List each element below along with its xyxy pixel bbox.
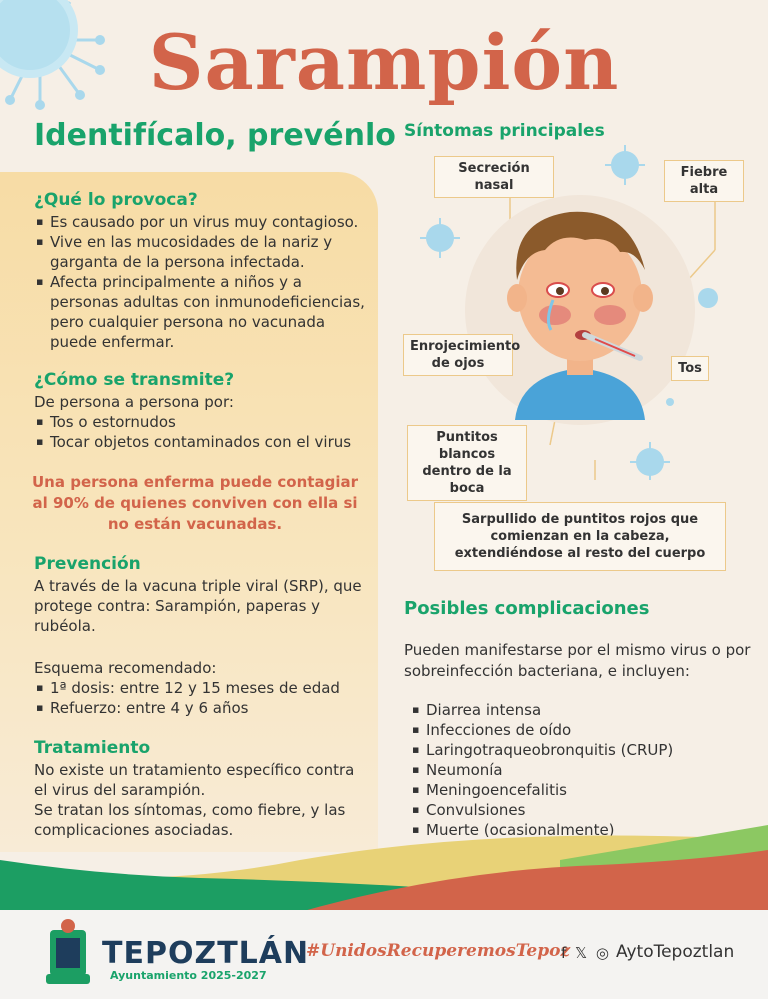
social-handle[interactable]: AytoTepoztlan [616,942,735,962]
prevencion-heading: Prevención [34,554,141,574]
esquema-label: Esquema recomendado: [34,659,217,677]
list-item: ▪ Tos o estornudos [34,412,369,432]
list-item: ▪ Muerte (ocasionalmente) [410,820,673,840]
provoca-heading: ¿Qué lo provoca? [34,190,198,210]
list-item: ▪ Refuerzo: entre 4 y 6 años [34,698,369,718]
symptom-label-nasal: Secreción nasal [434,156,554,198]
esquema-list [34,678,369,718]
symptom-label-tos: Tos [671,356,709,381]
tratamiento-heading: Tratamiento [34,738,151,758]
list-item: ▪ Tocar objetos contaminados con el virus [34,432,369,452]
symptom-label-ojos: Enrojecimiento de ojos [403,334,513,376]
list-item: ▪ Afecta principalmente a niños y a personas adultas con inmunodeficiencias, pero cualquier persona no vacunada puede enfermar. [34,272,369,352]
municipal-emblem-icon [42,918,94,988]
page-title: Sarampión [148,18,620,107]
sintomas-heading: Síntomas principales [404,121,605,141]
decorative-hills [0,820,768,912]
list-item: ▪ Infecciones de oído [410,720,673,740]
symptom-label-fiebre: Fiebre alta [664,160,744,202]
list-item: ▪ Neumonía [410,760,673,780]
hashtag: #UnidosRecuperemosTepoz [306,941,571,961]
list-item: ▪ Vive en las mucosidades de la nariz y garganta de la persona infectada. [34,232,369,272]
list-item: ▪ 1ª dosis: entre 12 y 15 meses de edad [34,678,369,698]
transmite-intro: De persona a persona por: [34,393,234,411]
list-item: ▪ Es causado por un virus muy contagioso. [34,212,369,232]
list-item: ▪ Laringotraqueobronquitis (CRUP) [410,740,673,760]
prevencion-text: A través de la vacuna triple viral (SRP), que protege contra: Sarampión, paperas y rubéola. [34,577,362,635]
transmite-list [34,412,369,452]
tratamiento-text-1: No existe un tratamiento específico contra el virus del sarampión. [34,761,355,799]
list-item: ▪ Meningoencefalitis [410,780,673,800]
contagion-highlight: Una persona enferma puede contagiar al 90% de quienes conviven con ella si no están vacunadas. [32,473,358,533]
brand-subtitle: Ayuntamiento 2025-2027 [110,969,267,982]
symptom-label-sarpullido: Sarpullido de puntitos rojos que comienzan en la cabeza, extendiéndose al resto del cuerpo [434,502,726,571]
page-subtitle: Identifícalo, prevénlo [34,118,396,153]
tratamiento-text-2: Se tratan los síntomas, como fiebre, y las complicaciones asociadas. [34,801,346,839]
complicaciones-intro: Pueden manifestarse por el mismo virus o por sobreinfección bacteriana, e incluyen: [404,641,751,680]
complicaciones-list [410,700,673,840]
brand-name: TEPOZTLÁN [102,936,310,971]
transmite-heading: ¿Cómo se transmite? [34,370,235,390]
social-icons[interactable]: f 𝕏 ◎ [561,944,611,962]
symptom-label-boca: Puntitos blancos dentro de la boca [407,425,527,501]
list-item: ▪ Diarrea intensa [410,700,673,720]
provoca-list [34,212,369,352]
list-item: ▪ Convulsiones [410,800,673,820]
complicaciones-heading: Posibles complicaciones [404,598,650,619]
